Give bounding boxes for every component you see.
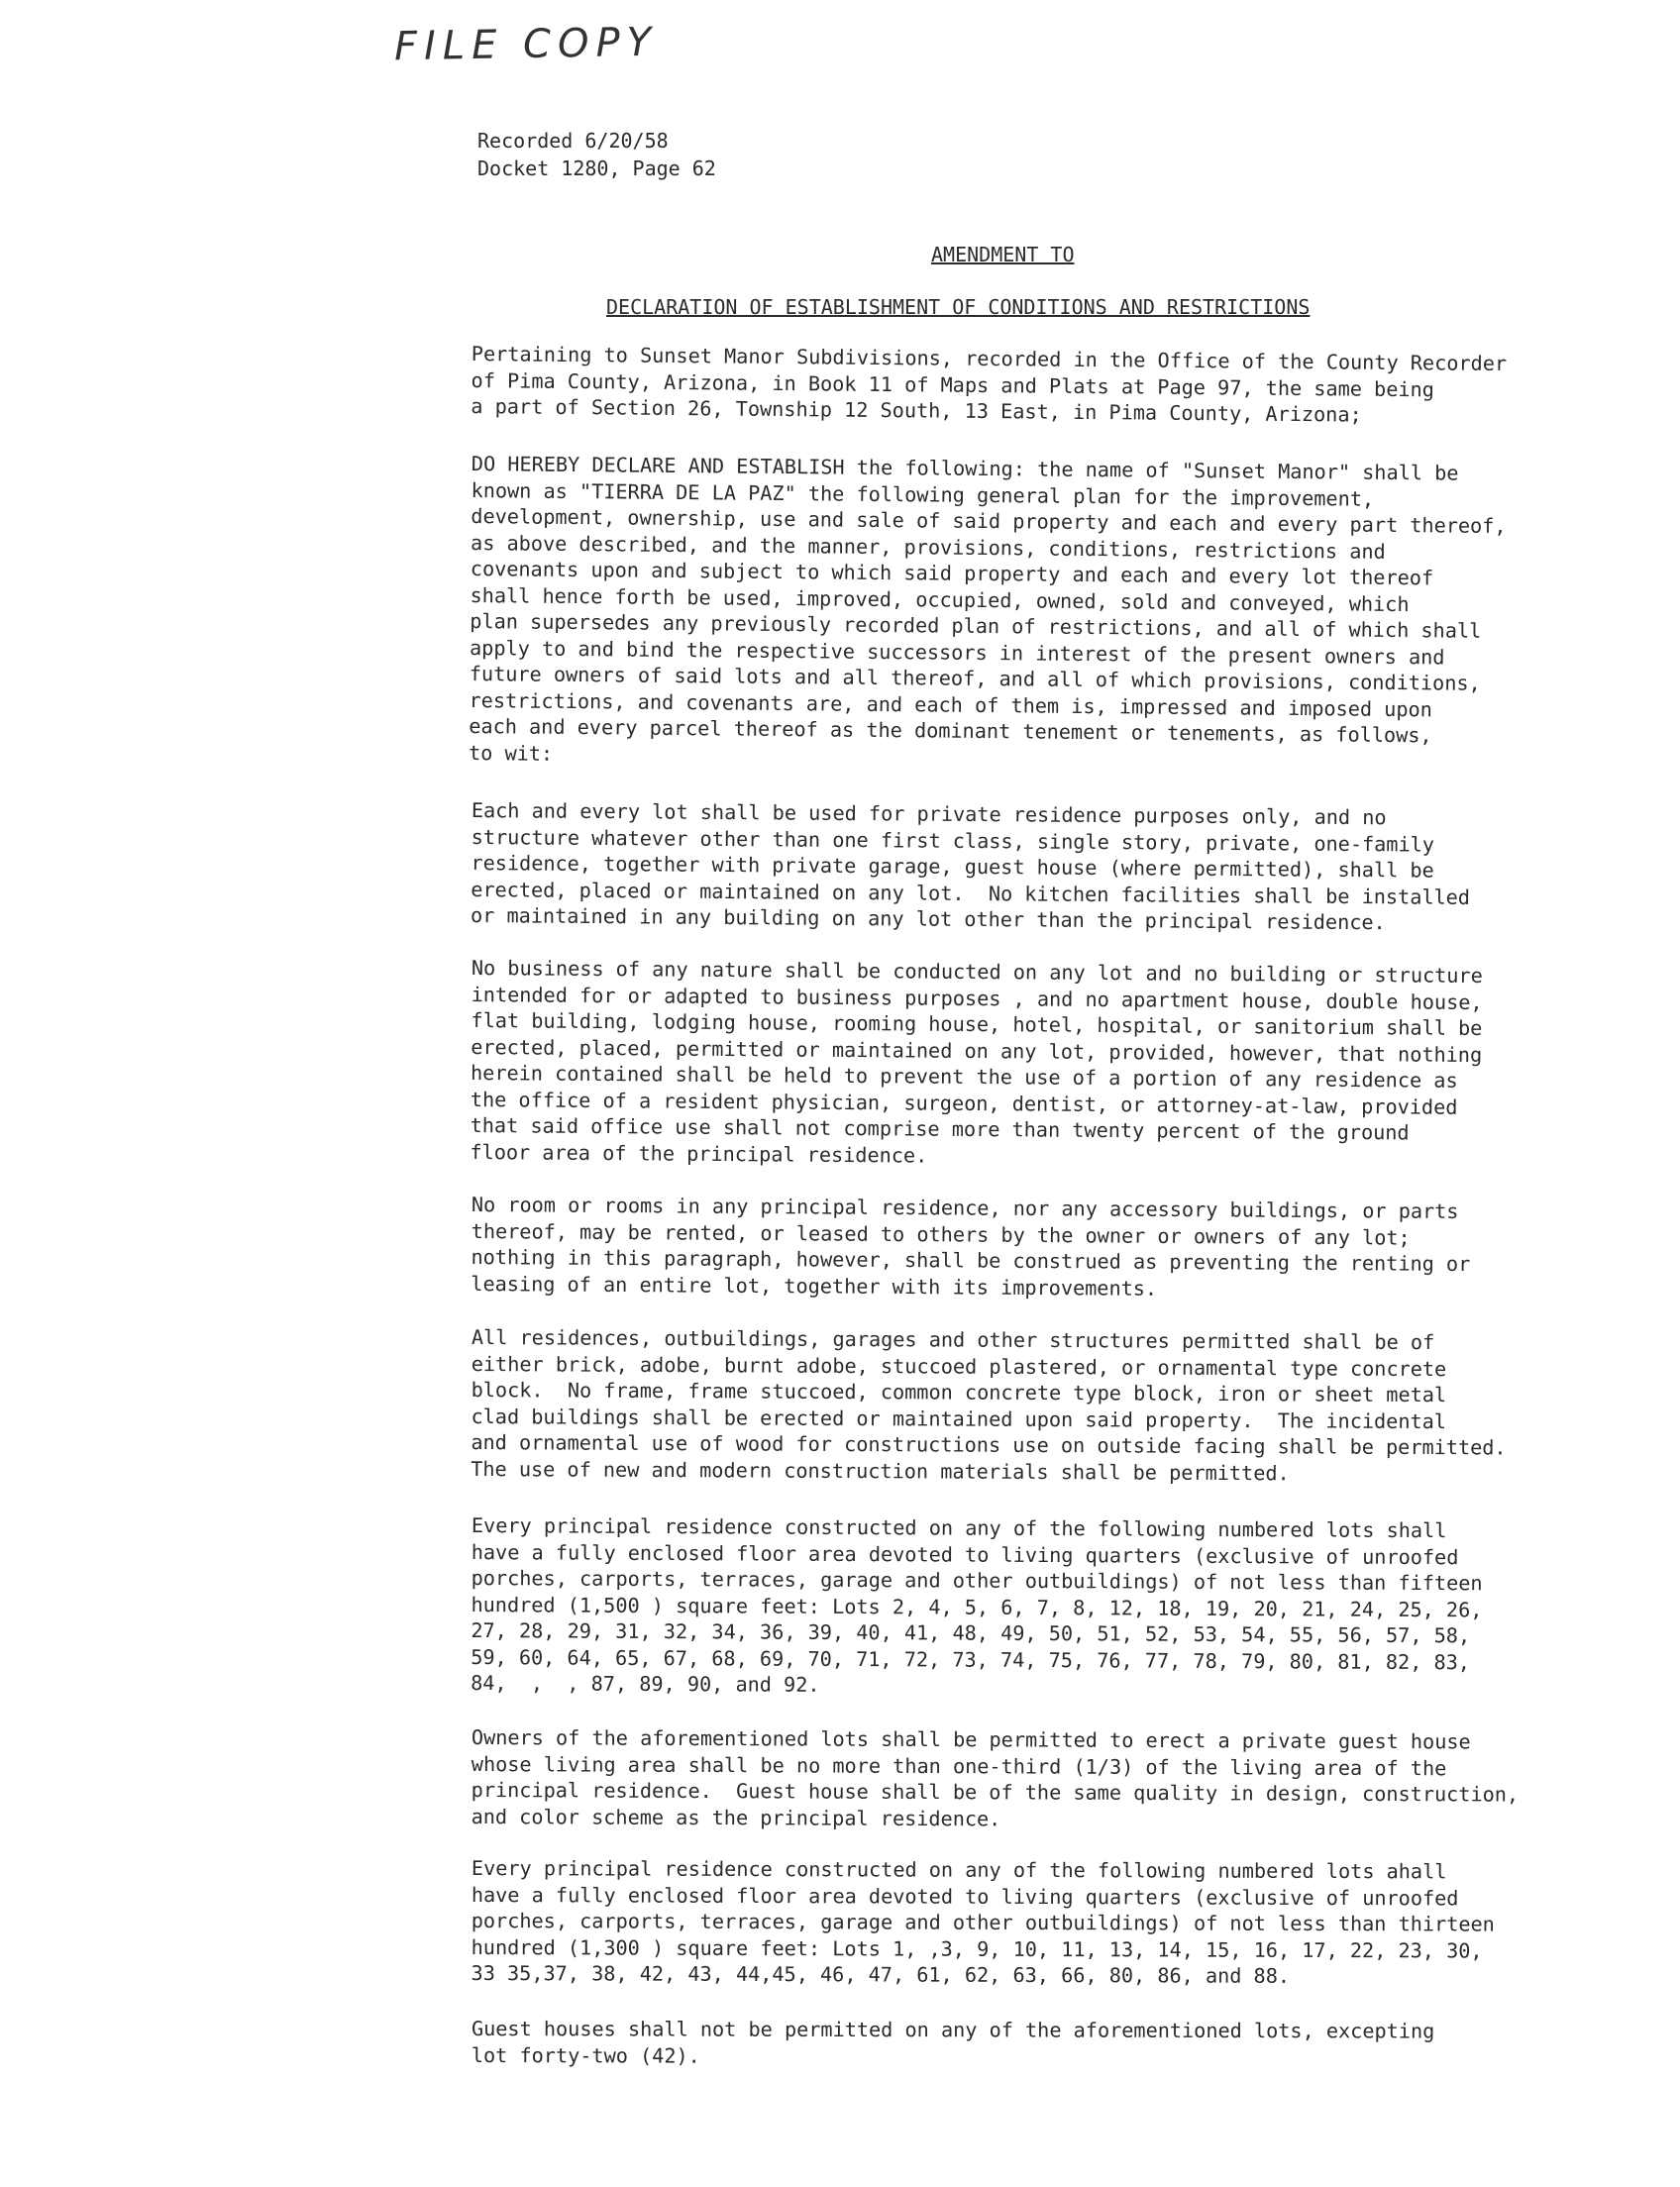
- paragraph-line: porches, carports, terraces, garage and other outbuildings) of not less than fifteen: [471, 1565, 1483, 1596]
- paragraph-8: [472, 1724, 1640, 1834]
- paragraph-3: [471, 797, 1640, 938]
- paragraph-line: block. No frame, frame stuccoed, common concrete type block, iron or sheet metal: [471, 1377, 1447, 1407]
- paragraph-line: apply to and bind the respective successors in interest of the present owners and: [469, 635, 1445, 669]
- document-title-line1: AMENDMENT TO: [931, 243, 1075, 266]
- paragraph-line: 33 35,37, 38, 42, 43, 44,45, 46, 47, 61, 62, 63, 66, 80, 86, and 88.: [471, 1960, 1291, 1988]
- paragraph-line: No room or rooms in any principal residence, nor any accessory buildings, or parts: [471, 1193, 1459, 1223]
- paragraph-5: [471, 1192, 1640, 1304]
- paragraph-6: [471, 1324, 1640, 1488]
- paragraph-line: principal residence. Guest house shall be of the same quality in design, construction,: [471, 1777, 1520, 1807]
- paragraph-line: development, ownership, use and sale of said property and each and every part thereof,: [471, 503, 1507, 539]
- paragraph-line: have a fully enclosed floor area devoted to living quarters (exclusive of unroofed: [471, 1539, 1459, 1569]
- paragraph-line: 59, 60, 64, 65, 67, 68, 69, 70, 71, 72, 73, 74, 75, 76, 77, 78, 79, 80, 81, 82, 83,: [471, 1644, 1471, 1674]
- paragraph-9: [472, 1855, 1640, 1991]
- paragraph-7: [471, 1512, 1640, 1703]
- paragraph-line: as above described, and the manner, provisions, conditions, restrictions and: [470, 530, 1386, 564]
- paragraph-line: the office of a resident physician, surgeon, dentist, or attorney-at-law, provided: [470, 1087, 1458, 1119]
- paragraph-line: shall hence forth be used, improved, occupied, owned, sold and conveyed, which: [470, 582, 1410, 616]
- paragraph-line: structure whatever other than one first class, single story, private, one-family: [471, 824, 1435, 857]
- paragraph-line: plan supersedes any previously recorded plan of restrictions, and all of which shall: [470, 608, 1482, 643]
- paragraph-line: Each and every lot shall be used for private residence purposes only, and no: [471, 797, 1387, 830]
- paragraph-line: 84, , , 87, 89, 90, and 92.: [471, 1670, 820, 1697]
- paragraph-line: Owners of the aforementioned lots shall be permitted to erect a private guest house: [471, 1725, 1471, 1754]
- paragraph-line: a part of Section 26, Township 12 South, 13 East, in Pima County, Arizona;: [471, 393, 1362, 427]
- paragraph-line: lot forty-two (42).: [471, 2042, 700, 2068]
- paragraph-1: [471, 341, 1640, 431]
- paragraph-line: hundred (1,300 ) square feet: Lots 1, ,3, 9, 10, 11, 13, 14, 15, 16, 17, 22, 23, 30,: [471, 1934, 1483, 1963]
- paragraph-line: All residences, outbuildings, garages and other structures permitted shall be of: [471, 1325, 1435, 1355]
- paragraph-line: or maintained in any building on any lot other than the principal residence.: [470, 902, 1386, 935]
- paragraph-line: The use of new and modern construction materials shall be permitted.: [471, 1456, 1290, 1485]
- paragraph-line: hundred (1,500 ) square feet: Lots 2, 4, 5, 6, 7, 8, 12, 18, 19, 20, 21, 24, 25, 26,: [471, 1592, 1483, 1621]
- paragraph-line: thereof, may be rented, or leased to others by the owner or owners of any lot;: [471, 1218, 1411, 1250]
- paragraph-line: future owners of said lots and all thereof, and all of which provisions, conditions,: [469, 661, 1481, 695]
- file-copy-stamp: FILE COPY: [393, 19, 659, 70]
- paragraph-4: [470, 955, 1640, 1174]
- paragraph-line: whose living area shall be no more than one-third (1/3) of the living area of the: [471, 1751, 1447, 1780]
- paragraph-line: each and every parcel thereof as the dominant tenement or tenements, as follows,: [469, 713, 1432, 748]
- paragraph-10: [472, 2016, 1640, 2071]
- docket-page: Docket 1280, Page 62: [477, 156, 716, 180]
- paragraph-line: intended for or adapted to business purposes , and no apartment house, double house,: [471, 982, 1483, 1014]
- paragraph-line: porches, carports, terraces, garage and other outbuildings) of not less than thirteen: [471, 1908, 1495, 1936]
- paragraph-line: and color scheme as the principal residence.: [471, 1804, 1001, 1830]
- paragraph-line: 27, 28, 29, 31, 32, 34, 36, 39, 40, 41, 48, 49, 50, 51, 52, 53, 54, 55, 56, 57, 58,: [471, 1617, 1471, 1648]
- paragraph-line: DO HEREBY DECLARE AND ESTABLISH the following: the name of "Sunset Manor" shall be: [471, 451, 1459, 485]
- paragraph-line: Every principal residence constructed on any of the following numbered lots ahall: [471, 1856, 1447, 1884]
- document-title-line2: DECLARATION OF ESTABLISHMENT OF CONDITIONS AND RESTRICTIONS: [606, 295, 1311, 319]
- paragraph-line: flat building, lodging house, rooming house, hotel, hospital, or sanitorium shall be: [471, 1007, 1483, 1041]
- paragraph-line: to wit:: [468, 740, 554, 766]
- paragraph-line: leasing of an entire lot, together with its improvements.: [471, 1271, 1158, 1301]
- paragraph-line: Every principal residence constructed on any of the following numbered lots shall: [471, 1513, 1447, 1543]
- paragraph-line: Guest houses shall not be permitted on any of the aforementioned lots, excepting: [471, 2017, 1435, 2043]
- paragraph-line: clad buildings shall be erected or maintained upon said property. The incidental: [471, 1404, 1447, 1433]
- recording-info: [477, 127, 716, 182]
- paragraph-line: and ornamental use of wood for constructions use on outside facing shall be permitted.: [471, 1429, 1507, 1460]
- paragraph-line: covenants upon and subject to which said property and each and every lot thereof: [470, 556, 1434, 590]
- recorded-date: Recorded 6/20/58: [477, 129, 669, 153]
- paragraph-line: No business of any nature shall be conducted on any lot and no building or structure: [471, 955, 1483, 989]
- paragraph-line: either brick, adobe, burnt adobe, stuccoed plastered, or ornamental type concrete: [471, 1351, 1447, 1381]
- paragraph-line: herein contained shall be held to prevent the use of a portion of any residence as: [470, 1060, 1458, 1093]
- paragraph-line: of Pima County, Arizona, in Book 11 of Maps and Plats at Page 97, the same being: [471, 367, 1435, 401]
- paragraph-line: Pertaining to Sunset Manor Subdivisions, recorded in the Office of the County Recorder: [471, 341, 1508, 376]
- paragraph-2: [469, 451, 1640, 777]
- paragraph-line: restrictions, and covenants are, and each of them is, impressed and imposed upon: [469, 687, 1432, 721]
- paragraph-line: nothing in this paragraph, however, shall be construed as preventing the renting or: [471, 1244, 1471, 1277]
- paragraph-line: floor area of the principal residence.: [470, 1139, 928, 1168]
- paragraph-line: known as "TIERRA DE LA PAZ" the following general plan for the improvement,: [471, 477, 1375, 511]
- paragraph-line: erected, placed, permitted or maintained on any lot, provided, however, that nothing: [471, 1034, 1483, 1067]
- paragraph-line: residence, together with private garage, guest house (where permitted), shall be: [471, 850, 1434, 883]
- paragraph-line: have a fully enclosed floor area devoted to living quarters (exclusive of unroofed: [471, 1882, 1459, 1910]
- paragraph-line: that said office use shall not comprise more than twenty percent of the ground: [470, 1112, 1410, 1145]
- paragraph-line: erected, placed or maintained on any lot. No kitchen facilities shall be installed: [471, 877, 1471, 909]
